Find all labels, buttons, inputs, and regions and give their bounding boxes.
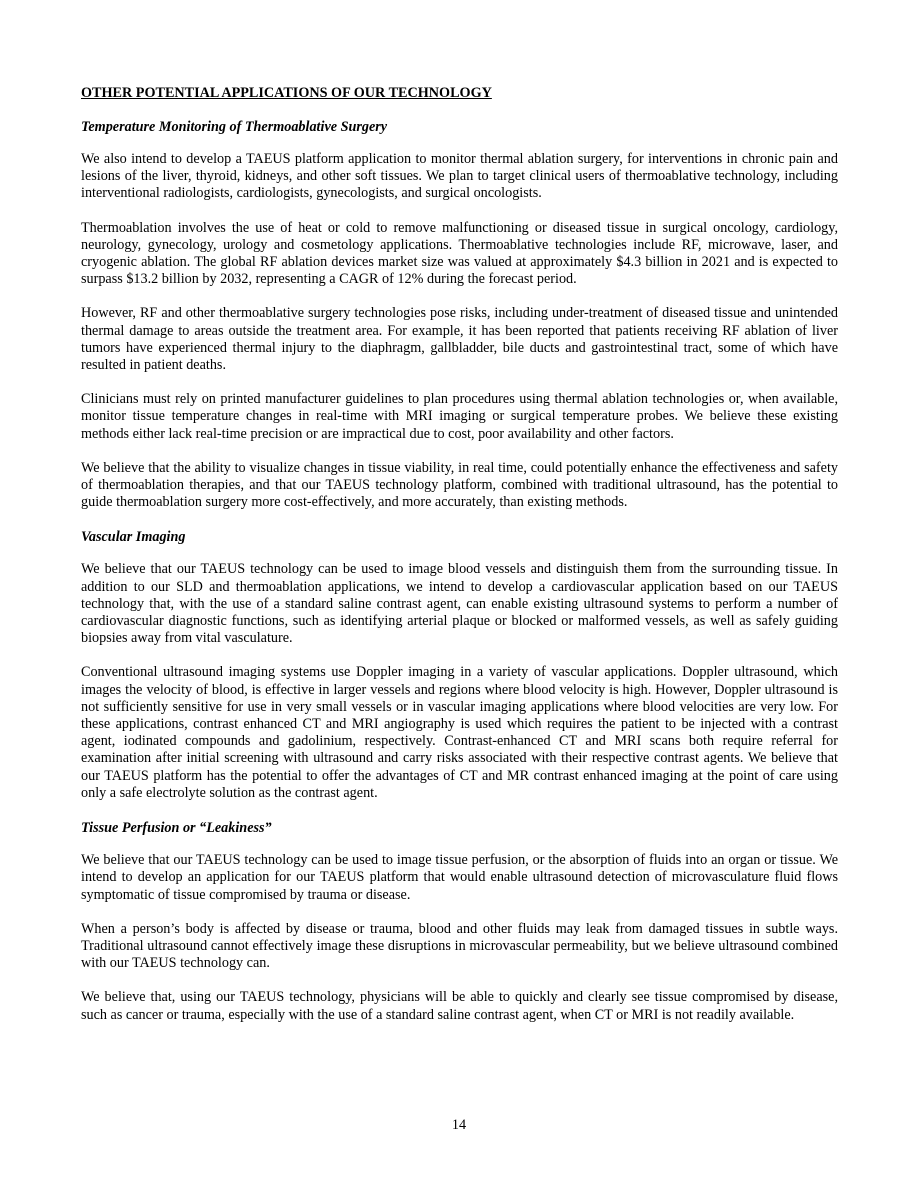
paragraph: However, RF and other thermoablative surgery technologies pose risks, including under-treatment of diseased tissue and unintended thermal damage to areas outside the treatment area. For example, it has been reported that patients receiving RF ablation of liver tumors have experienced thermal injury to the diaphragm, gallbladder, bile ducts and gastrointestinal tract, some of which have resulted in patient deaths.	[81, 305, 838, 374]
paragraph: Clinicians must rely on printed manufacturer guidelines to plan procedures using thermal ablation technologies or, when available, monitor tissue temperature changes in real-time with MRI imaging or surgical temperature probes. We believe these existing methods either lack real-time precision or are impractical due to cost, poor availability and other factors.	[81, 391, 838, 442]
document-body	[81, 84, 838, 1041]
paragraph: We believe that the ability to visualize changes in tissue viability, in real time, could potentially enhance the effectiveness and safety of thermoablation therapies, and that our TAEUS technology platform, combined with traditional ultrasound, has the potential to guide thermoablation surgery more cost-effectively, and more accurately, than existing methods.	[81, 459, 838, 511]
paragraph: Conventional ultrasound imaging systems use Doppler imaging in a variety of vascular applications. Doppler ultrasound, which images the velocity of blood, is effective in larger vessels and regions where blood velocity is high. However, Doppler ultrasound is not sufficiently sensitive for use in very small vessels or in vascular imaging applications where blood velocities are very low. For these applications, contrast enhanced CT and MRI angiography is used which requires the patient to be injected with a contrast agent, iodinated compounds and gadolinium, respectively. Contrast-enhanced CT and MRI scans both require referral for examination after initial screening with ultrasound and carry risks associated with their respective contrast agents. We believe that our TAEUS platform has the potential to offer the advantages of CT and MR contrast enhanced imaging at the point of care using only a safe electrolyte solution as the contrast agent.	[81, 664, 838, 801]
section-vascular-imaging	[81, 528, 838, 802]
section-heading: OTHER POTENTIAL APPLICATIONS OF OUR TECHNOLOGY	[81, 85, 492, 101]
section-tissue-perfusion	[81, 819, 838, 1024]
paragraph: When a person’s body is affected by disease or trauma, blood and other fluids may leak from damaged tissues in subtle ways. Traditional ultrasound cannot effectively image these disruptions in microvascular permeability, but we believe ultrasound combined with our TAEUS technology can.	[81, 920, 838, 972]
subheading-vascular-imaging: Vascular Imaging	[81, 529, 186, 546]
paragraph: We believe that our TAEUS technology can be used to image blood vessels and distinguish them from the surrounding tissue. In addition to our SLD and thermoablation applications, we intend to develop a cardiovascular application based on our TAEUS technology that, with the use of a standard saline contrast agent, can enable existing ultrasound systems to perform a number of cardiovascular diagnostic functions, such as identifying arterial plaque or blocked or malformed vessels, as well as safely guiding biopsies away from vital vasculature.	[81, 561, 838, 647]
section-thermoablative	[81, 118, 838, 511]
paragraph: We believe that, using our TAEUS technology, physicians will be able to quickly and clearly see tissue compromised by disease, such as cancer or trauma, especially with the use of a standard saline contrast agent, when CT or MRI is not readily available.	[81, 989, 838, 1023]
paragraph: We believe that our TAEUS technology can be used to image tissue perfusion, or the absorption of fluids into an organ or tissue. We intend to develop an application for our TAEUS platform that would enable ultrasound detection of microvasculature fluid flows symptomatic of tissue compromised by trauma or disease.	[81, 852, 838, 903]
paragraph: We also intend to develop a TAEUS platform application to monitor thermal ablation surgery, for interventions in chronic pain and lesions of the liver, thyroid, kidneys, and other soft tissues. We plan to target clinical users of thermoablative technology, including interventional radiologists, cardiologists, gynecologists, and surgical oncologists.	[81, 151, 838, 202]
subheading-temperature-monitoring: Temperature Monitoring of Thermoablative Surgery	[81, 119, 388, 135]
paragraph: Thermoablation involves the use of heat or cold to remove malfunctioning or diseased tissue in surgical oncology, cardiology, neurology, gynecology, urology and cosmetology applications. Thermoablative technologies include RF, microwave, laser, and cryogenic ablation. The global RF ablation devices market size was valued at approximately $4.3 billion in 2021 and is expected to surpass $13.2 billion by 2032, representing a CAGR of 12% during the forecast period.	[81, 219, 838, 288]
subheading-tissue-perfusion: Tissue Perfusion or “Leakiness”	[81, 820, 272, 837]
page-number: 14	[451, 1117, 467, 1133]
